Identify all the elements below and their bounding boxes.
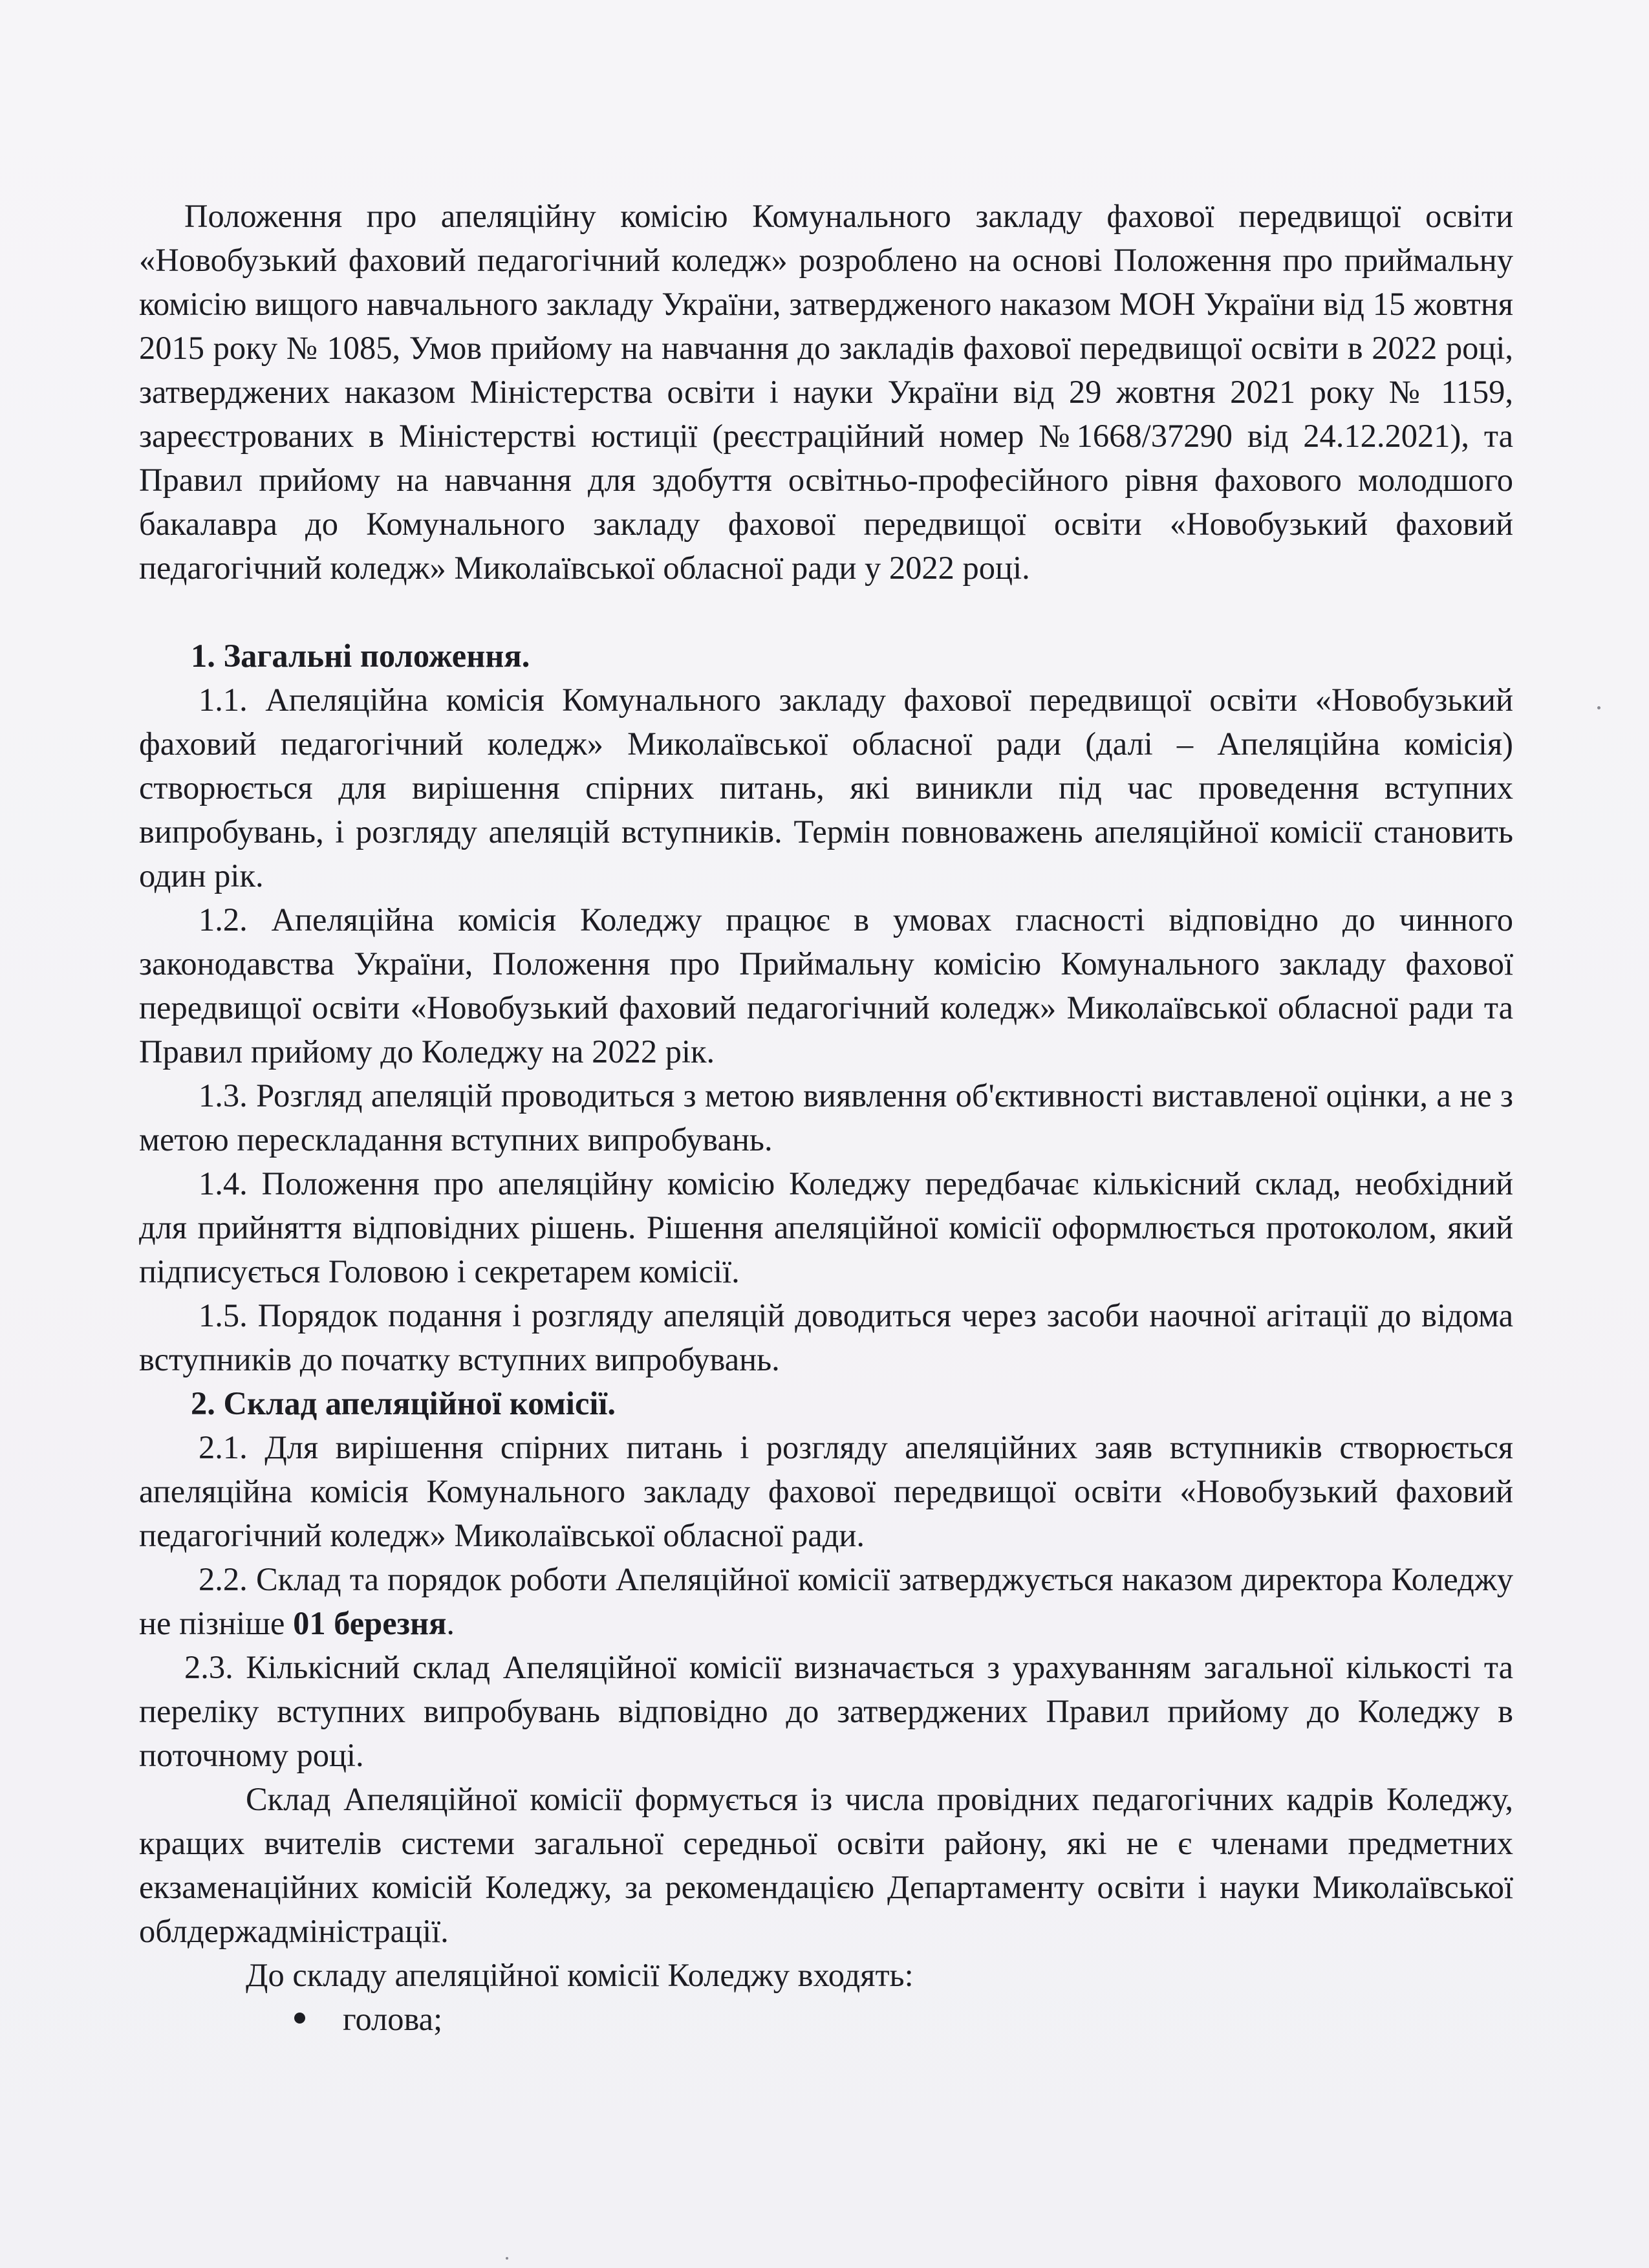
- list-item: [139, 1997, 1513, 2041]
- list-item-label: голова;: [343, 2001, 443, 2037]
- scan-speck: [1597, 706, 1600, 709]
- deadline-date: 01 березня: [293, 1605, 447, 1641]
- scan-speck: [506, 2257, 508, 2260]
- section-2-heading: 2. Склад апеляційної комісії.: [191, 1385, 616, 1421]
- paragraph-2-2-end: .: [446, 1605, 455, 1641]
- members-list: [139, 1997, 1513, 2041]
- section-1-heading: 1. Загальні положення.: [191, 638, 530, 674]
- document-body: [139, 194, 1513, 2041]
- paragraph-1-2: 1.2. Апеляційна комісія Коледжу працює в умовах гласності відповідно до чинного законодавства України, Положення про Приймальну комісію Комунального закладу фахової передвищої освіти «Новобузький фаховий педагогічний коледж» Миколаївської обласної ради та Правил прийому до Коледжу на 2022 рік.: [139, 902, 1513, 1070]
- paragraph-2-1: 2.1. Для вирішення спірних питань і розгляду апеляційних заяв вступників створюється апеляційна комісія Комунального закладу фахової передвищої освіти «Новобузький фаховий педагогічний коледж» Миколаївської обласної ради.: [139, 1429, 1513, 1553]
- spacer: [139, 590, 1513, 634]
- paragraph-1-3: 1.3. Розгляд апеляцій проводиться з метою виявлення об'єктивності виставленої оцінки, а не з метою перескладання вступних випробувань.: [139, 1077, 1513, 1158]
- paragraph-2-3: 2.3. Кількісний склад Апеляційної комісії визначається з урахуванням загальної кількості та переліку вступних випробувань відповідно до затверджених Правил прийому до Коледжу в поточному році.: [139, 1649, 1513, 1773]
- paragraph-1-4: 1.4. Положення про апеляційну комісію Коледжу передбачає кількісний склад, необхідний для прийняття відповідних рішень. Рішення апеляційної комісії оформлюється протоколом, який підписується Головою і секретарем комісії.: [139, 1165, 1513, 1290]
- members-intro: До складу апеляційної комісії Коледжу входять:: [246, 1957, 914, 1993]
- paragraph-2-2: [139, 1557, 1513, 1645]
- composition-paragraph: Склад Апеляційної комісії формується із числа провідних педагогічних кадрів Коледжу, кращих вчителів системи загальної середньої освіти району, які не є членами предметних екзаменаційних комісій Коледжу, за рекомендацією Департаменту освіти і науки Миколаївської облдержадміністрації.: [139, 1781, 1513, 1949]
- bullet-icon: [294, 2013, 305, 2024]
- paragraph-1-5: 1.5. Порядок подання і розгляду апеляцій доводиться через засоби наочної агітації до відома вступників до початку вступних випробувань.: [139, 1297, 1513, 1377]
- intro-paragraph: Положення про апеляційну комісію Комунального закладу фахової передвищої освіти «Новобузький фаховий педагогічний коледж» розроблено на основі Положення про приймальну комісію вищого навчального закладу України, затвердженого наказом МОН України від 15 жовтня 2015 року № 1085, Умов прийому на навчання до закладів фахової передвищої освіти в 2022 році, затверджених наказом Міністерства освіти і науки України від 29 жовтня 2021 року № 1159, зареєстрованих в Міністерстві юстиції (реєстраційний номер №1668/37290 від 24.12.2021), та Правил прийому на навчання для здобуття освітньо-професійного рівня фахового молодшого бакалавра до Комунального закладу фахової передвищої освіти «Новобузький фаховий педагогічний коледж» Миколаївської обласної ради у 2022 році.: [139, 198, 1513, 586]
- paragraph-1-1: 1.1. Апеляційна комісія Комунального закладу фахової передвищої освіти «Новобузький фаховий педагогічний коледж» Миколаївської обласної ради (далі – Апеляційна комісія) створюється для вирішення спірних питань, які виникли під час проведення вступних випробувань, і розгляду апеляцій вступників. Термін повноважень апеляційної комісії становить один рік.: [139, 682, 1513, 894]
- paragraph-2-2-text: 2.2. Склад та порядок роботи Апеляційної комісії затверджується наказом директора Коледжу не пізніше: [139, 1561, 1513, 1641]
